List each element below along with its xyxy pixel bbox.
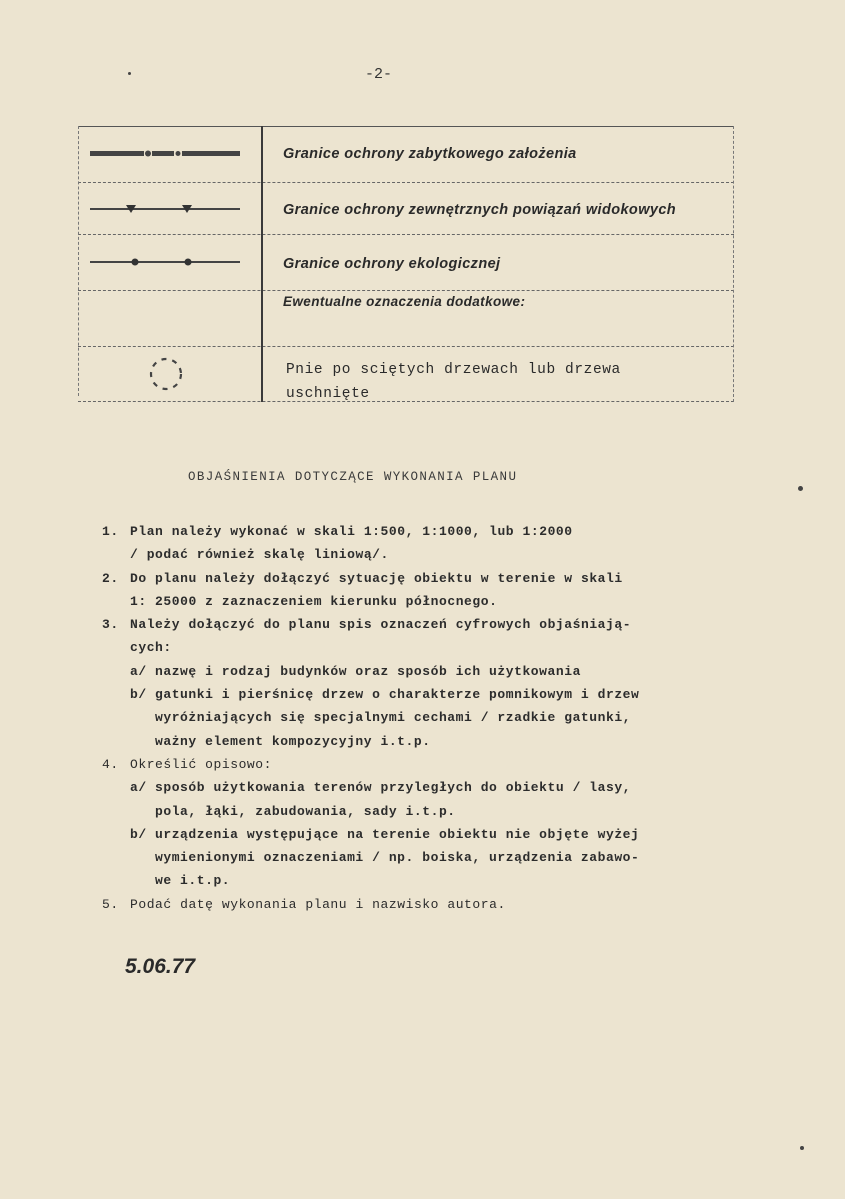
table-divider bbox=[78, 346, 734, 347]
list-item: 2. Do planu należy dołączyć sytuację obiektu w terenie w skali bbox=[102, 570, 623, 586]
legend-label: Pnie po sciętych drzewach lub drzewa bbox=[286, 362, 621, 378]
legend-label: uschnięte bbox=[286, 386, 370, 402]
section-title: OBJAŚNIENIA DOTYCZĄCE WYKONANIA PLANU bbox=[188, 470, 518, 484]
dash-dot-line-symbol bbox=[88, 148, 242, 160]
sub-item: b/ gatunki i pierśnicę drzew o charakterze pomnikowym i drzew bbox=[130, 687, 640, 703]
sub-item-continuation: pola, łąki, zabudowania, sady i.t.p. bbox=[155, 803, 456, 819]
sub-item-continuation: ważny element kompozycyjny i.t.p. bbox=[155, 733, 431, 749]
speck bbox=[800, 1146, 804, 1150]
sub-item: b/ urządzenia występujące na terenie obiektu nie objęte wyżej bbox=[130, 826, 640, 842]
table-divider bbox=[78, 401, 734, 402]
sub-item: a/ nazwę i rodzaj budynków oraz sposób ich użytkowania bbox=[130, 663, 581, 679]
speck bbox=[128, 72, 131, 75]
table-border bbox=[78, 126, 80, 396]
list-item: 4. Określić opisowo: bbox=[102, 756, 272, 772]
instructions-list bbox=[102, 520, 742, 916]
legend-section-label: Ewentualne oznaczenia dodatkowe: bbox=[283, 294, 526, 309]
legend-label: Granice ochrony zabytkowego założenia bbox=[283, 146, 577, 162]
triangle-line-symbol bbox=[88, 202, 242, 216]
sub-item-continuation: wyróżniających się specjalnymi cechami / rzadkie gatunki, bbox=[155, 710, 632, 726]
speck bbox=[798, 486, 803, 491]
column-divider bbox=[261, 126, 263, 402]
legend-table bbox=[78, 126, 734, 402]
table-divider bbox=[78, 290, 734, 291]
sub-item-continuation: we i.t.p. bbox=[155, 873, 231, 889]
sub-item: a/ sposób użytkowania terenów przyległych do obiektu / lasy, bbox=[130, 780, 632, 796]
list-item-continuation: cych: bbox=[130, 640, 172, 656]
legend-label: Granice ochrony ekologicznej bbox=[283, 256, 501, 272]
table-border bbox=[733, 126, 735, 402]
list-item: 3. Należy dołączyć do planu spis oznaczeń cyfrowych objaśniają- bbox=[102, 617, 632, 633]
list-item: 1. Plan należy wykonać w skali 1:500, 1:1000, lub 1:2000 bbox=[102, 524, 573, 539]
dot-line-symbol bbox=[88, 256, 242, 268]
sub-item-continuation: wymienionymi oznaczeniami / np. boiska, urządzenia zabawo- bbox=[155, 850, 640, 866]
list-item-continuation: 1: 25000 z zaznaczeniem kierunku północnego. bbox=[130, 593, 498, 609]
handwritten-date: 5.06.77 bbox=[125, 955, 196, 978]
table-divider bbox=[78, 182, 734, 183]
dashed-circle-symbol bbox=[146, 354, 186, 394]
legend-label: Granice ochrony zewnętrznych powiązań widokowych bbox=[283, 202, 677, 218]
page-number: -2- bbox=[365, 66, 393, 83]
table-divider bbox=[78, 234, 734, 235]
list-item-continuation: / podać również skalę liniową/. bbox=[130, 547, 389, 563]
table-border bbox=[78, 126, 734, 127]
list-item: 5. Podać datę wykonania planu i nazwisko autora. bbox=[102, 896, 506, 912]
